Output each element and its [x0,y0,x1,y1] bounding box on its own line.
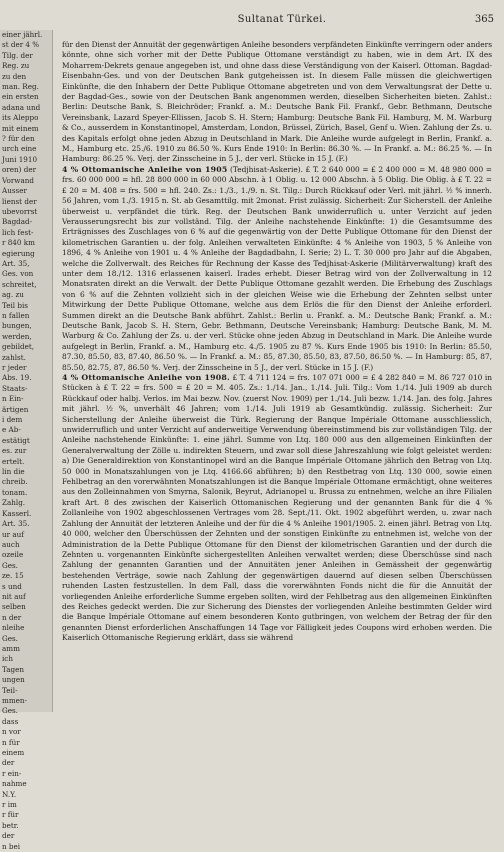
gutter-line: ertelt. [2,456,25,466]
section-heading: 4 % Ottomanische Anleihe von 1908. [62,373,230,382]
gutter-line: Tilg. der [2,50,33,60]
gutter-line: e Ab- [2,425,21,435]
gutter-line: Teil- [2,685,18,695]
gutter-line: nit auf [2,591,26,601]
gutter-line: tonam. [2,487,28,497]
gutter-line: r ein- [2,768,22,778]
gutter-line: ungen [2,675,25,685]
gutter-line: Tagen [2,664,25,674]
gutter-line: einer jährl. [2,30,43,39]
gutter-line: its Aleppo [2,113,39,123]
gutter-line: ag. zu [2,290,24,300]
paragraph-text: für den Dienst der Annuität der gegenwärtigen Anleihe besonders verpfändeten Einkünfte verringern oder anders könnte, ohne sich vorher mit der Dette Publique Ottomane verständigt zu haben, wie in dem Art. IX des Moharrem-Dekrets genaue angegeben ist, und ohne dass diese Verständigung von der Kaiserl. Ottoman. Bagdad-Eisenbahn-Ges. und von der Deutschen Bank gutgeheissen ist. In diesem Falle müssen die gleichwertigen Einkünfte, die den Inhabern der Dette Publique Ottomane abgetreten und von dem Verwaltungsrat der Dette u. der Bagdad-Ges., sowie von der Deutschen Bank angenommen werden, dieselben Sicherheiten bieten. Zahlst.: Berlin: Deutsche Bank, S. Bleichröder; Frankf. a. M.: Deutsche Bank Fil. Frankf., Gebr. Bethmann, Deutsche Vereinsbank, Lazard Speyer-Ellissen, Jacob S. H. Stern; Hamburg: Deutsche Bank Fil. Hamburg, M. M. Warburg & Co., ausserdem in Konstantinopel, Amsterdam, London, Brüssel, Zürich, Basel, Genf u. Wien. Zahlung der Zs. u. des Kapitals erfolgt ohne jeden Abzug in Deutschland in Mark. Die Anleihe wurde aufgelegt in Berlin, Frankf. a. M., Hamburg etc. 25./6. 1910 zu 86.50 %. Kurs Ende 1910: In Berlin: 86.30 %. — In Frankf. a. M.: 86.25 %. — In Hamburg: 86.25 %. Verj. der Zinsscheine in 5 J., der verl. Stücke in 15 J. (F.) [62,40,492,164]
gutter-line: nahme [2,779,27,789]
gutter-line: ärtigen [2,404,29,414]
running-title: Sultanat Türkei. [237,14,327,25]
adjacent-page-edge [0,30,53,851]
gutter-line: selben [2,602,26,612]
paragraph-text: £ T. 4 711 124 = frs. 107 071 000 = £ 4 282 840 = M. 86 727 010 in Stücken à £ T. 22 = frs. 500 = £ 20 = M. 405. Zs.: 1./14. Jan., 1./14. Juli. Tilg.: Vom 1./14. Juli 1909 ab durch Rückkauf oder halbj. Verlos. im Mai bezw. Nov. (zuerst Nov. 1909) per 1./14. Juli bezw. 1./14. Jan. des folg. Jahres mit jährl. ½ %, unverhält 46 Jahren; vom 1./14. Juli 1919 ab Gesamtkündig. zulässig. Sicherheit: Zur Sicherstellung der Anleihe überweist die Türk. Regierung der Banque Impériale Ottomane ausschliesslich, unwiderruflich und unter Verzicht auf anderweitige Verwendung übereinstimmend bis zur vollständigen Tilg. der Anleihe nachstehende Einkünfte: 1. eine jährl. Summe von Ltq. 180 000 aus den allgemeinen Einkünften der Generalverwaltung der Zölle u. indirekten Steuern, und zwar soll diese Jahreszahlung wie folgt geleistet werden: a) Die Generaldirektion von Konstantinopel wird an die Banque Impériale Ottomane jährlich den Betrag von Ltq. 50 000 in Monatszahlungen von je Ltq. 4166.66 abführen; b) den Restbetrag von Ltq. 130 000, sowie einen Fehlbetrag an den vorerwähnten Monatszahlungen ist die Banque Impériale Ottomane ermächtigt, ohne weiteres aus den Zolleinnahmen von Smyrna, Salonik, Beyrut, Adrianopel u. Brussa zu entnehmen, welche an ihre Filialen kraft Art. 8 des zwischen der Kaiserlich Ottomanischen Regierung und der genannten Bank für die 4 % Zollanleihe von 1902 abgeschlossenen Vertrages vom 28. Sept./11. Okt. 1902 abgeführt werden, u. zwar nach Zahlung der Annuität der letzteren Anleihe und der für die 4 % Anleihe 1901/1905. 2. einen jährl. Betrag von Ltq. 40 000, welcher den Überschüssen der Zehnten und der sonstigen Einkünfte zu entnehmen ist, welche von der Administration de la Dette Publique Ottomane für den Dienst der kilometrischen Garantien und der durch die Zehnten u. vorgenannten Einkünfte sichergestellten Anleihen verwaltet werden; diese Überschüsse sind nach Zahlung der genannten Garantien und der Annuitäten jener Anleihen in Gemässheit der gegenwärtig bestehenden Verträge, sowie nach Zahlung der gegenwärtigen dauernd auf diesen selben Überschüssen ruhenden Lasten festzustellen. In dem Fall, dass die vorerwähnten Fonds nicht die für die Annuität der vorliegenden Anleihe erforderliche Summe ergeben sollten, wird der Fehlbetrag aus den allgemeinen Einkünften des Reiches gedeckt werden. Die zur Sicherung des Dienstes der vorliegenden Anleihe bestimmten Gelder wird die Banque Impériale Ottomane auf einem besonderen Konto gutbringen, von welchem der Betrag der für den genannten Dienst erforderlichen Anschaffungen 14 Tage vor Fälligkeit jedes Coupons wird erhoben werden. Die Kaiserlich Ottomanische Regierung erklärt, dass sie während [62,373,492,643]
gutter-line: Ges. [2,560,18,570]
gutter-line: zu den [2,71,27,81]
paragraph [62,373,492,644]
gutter-line: mmen- [2,696,27,705]
gutter-line: Kasserl. [2,508,32,518]
gutter-line: betr. [2,820,19,830]
gutter-line: schreitet, [2,279,37,289]
gutter-line: n Ein- [2,394,24,404]
gutter-line: oren) der [2,165,37,175]
gutter-line: n vor [2,727,21,737]
gutter-line: Vorwand [2,175,34,185]
paragraph [62,165,492,373]
gutter-line: Art. 35, [2,258,30,268]
gutter-line: der [2,831,15,841]
gutter-line: Abs. 19. [2,373,32,383]
gutter-line: Staats- [2,383,28,393]
gutter-line: mit einem [2,123,39,133]
gutter-line: bungen, [2,321,32,331]
gutter-line: n fallen [2,310,30,320]
gutter-line: Bagdad- [2,217,33,227]
page-number: 365 [474,14,494,25]
gutter-line: i dem [2,415,23,425]
gutter-line: lich fest- [2,227,34,237]
gutter-line: st der 4 % [2,40,40,50]
gutter-line: werden, [2,331,32,341]
gutter-line: dass [2,716,19,726]
gutter-line: Art. 35. [2,519,30,529]
gutter-line: Ges. [2,706,18,716]
gutter-line: Ges. von [2,269,34,279]
gutter-line: ein ersten [2,92,39,102]
gutter-line: es. zur [2,446,27,456]
gutter-line: auch [2,539,20,549]
gutter-line: chreib. [2,477,28,487]
gutter-line: Zahlg. [2,498,26,508]
gutter-line: ze. 15 [2,571,24,581]
gutter-line: r für [2,810,19,820]
gutter-line: ur auf [2,529,24,539]
gutter-line: Ausser [2,186,27,196]
gutter-line: urch eine [2,144,37,154]
gutter-line: N.Y. [2,789,17,799]
gutter-line: Teil bis [2,300,28,310]
paragraph [62,40,492,165]
gutter-line: gebildet, [2,342,35,352]
gutter-line: n bei [2,841,21,851]
gutter-line: s und [2,581,22,591]
gutter-line: Reg. zu [2,61,30,71]
gutter-line: zahlst. [2,352,26,362]
gutter-line: n der [2,612,22,622]
gutter-line: n für [2,737,20,747]
gutter-line: der [2,758,15,768]
gutter-line: einem [2,748,25,758]
paragraph-text: (Tedjhisat-Askerie). £ T. 2 640 000 = £ 2 400 000 = M. 48 980 000 = frs. 60 000 000 = hfl. 28 800 000 in 60 000 Abschn. à 1 Oblig. u. 12 000 Abschn. à 5 Oblig. Die Oblig. à £ T. 22 = £ 20 = M. 408 = frs. 500 = hfl. 240. Zs.: 1./3., 1./9. n. St. Tilg.: Durch Rückkauf oder Verl. mit jährl. ½ % innerh. 56 Jahren, vom 1./3. 1915 n. St. ab Gesamttilg. mit 2monat. Frist zulässig. Sicherheit: Zur Sicherstell. der Anleihe überweist u. verpfändet die türk. Reg. der Deutschen Bank unwiderruflich u. unter Verzicht auf jeden Verausserungsrecht bis zur vollständ. Tilg. der Anleihe nachstehende Einkünfte: 1) die Gesamtsumme des Erträgnisses des Zuschlages von 6 % auf die gegenwärtig von der Dette Publique Ottomane für den Dienst der kilometrischen Garantien u. der folg. Anleihen verwalteten Einkünfte: 4 % Anleihe von 1903, 5 % Anleihe von 1896, 4 % Anleihe von 1901 u. 4 % Anleihe der Bagdadbahn, I. Serie; 2) L. T. 30 000 pro Jahr auf die Abgaben, welche die Zollverwalt. des Reiches für Rechnung der Kasse des Tedjhisat-Askerie (Militärverwaltung) kraft des unter dem 18./12. 1316 erlassenen kaiserl. Irades erhebt. Dieser Betrag wird von der Zollverwaltung in 12 Monatsraten direkt an die Verwalt. der Dette Publique Ottomane gezahlt werden. Die Erhebung des Zuschlags von 6 % auf die Zehnten vollzieht sich in der gleichen Weise wie die Erhebung der Zehnten selbst unter Mitwirkung der Dette Publique Ottomane, welche aus dem Erlös die für den Dienst der Anleihe erforderl. Summen direkt an die Deutsche Bank abführt. Zahlst.: Berlin u. Frankf. a. M.: Deutsche Bank; Frankf. a. M.: Deutsche Bank, Jacob S. H. Stern, Gebr. Bethmann, Deutsche Vereinsbank; Hamburg: Deutsche Bank, M. M. Warburg & Co. Zahlung der Zs. u. der verl. Stücke ohne jeden Abzug in Deutschland in Mark. Die Anleihe wurde aufgelegt in Berlin, Frankf. a. M., Hamburg etc. 4./5. 1905 zu 87 %. Kurs Ende 1905 bis 1910: In Berlin: 85.50, 87.30, 85.50, 83, 87.40, 86.50 %. — In Frankf. a. M.: 85, 87.30, 85.50, 83, 87.50, 86.50 %. — In Hamburg: 85, 87, 85.50, 82.75, 87, 86.50 %. Verj. der Zinsscheine in 5 J., der verl. Stücke in 15 J. (F.) [62,164,492,372]
gutter-line: ? für den [2,134,35,144]
gutter-line: r jeder [2,363,27,372]
gutter-line: egierung [2,248,35,258]
gutter-line: Ges. [2,633,18,643]
gutter-line: ozeile [2,550,24,560]
gutter-line: lienst der [2,196,37,206]
section-heading: 4 % Ottomanische Anleihe von 1905 [62,164,228,174]
gutter-line: ubevorrst [2,206,38,216]
gutter-line: r im [2,800,17,810]
gutter-line: amm [2,643,20,653]
page-header [62,14,502,30]
gutter-line: man. Reg. [2,82,39,92]
gutter-line: nleihe [2,623,25,633]
gutter-line: r 840 km [2,238,35,248]
gutter-line: Juni 1910 [2,154,38,164]
gutter-line: estätigt [2,435,30,445]
gutter-line: lin die [2,467,25,477]
gutter-line: adana und [2,102,41,112]
gutter-line: ich [2,654,13,664]
body-text [62,40,492,710]
